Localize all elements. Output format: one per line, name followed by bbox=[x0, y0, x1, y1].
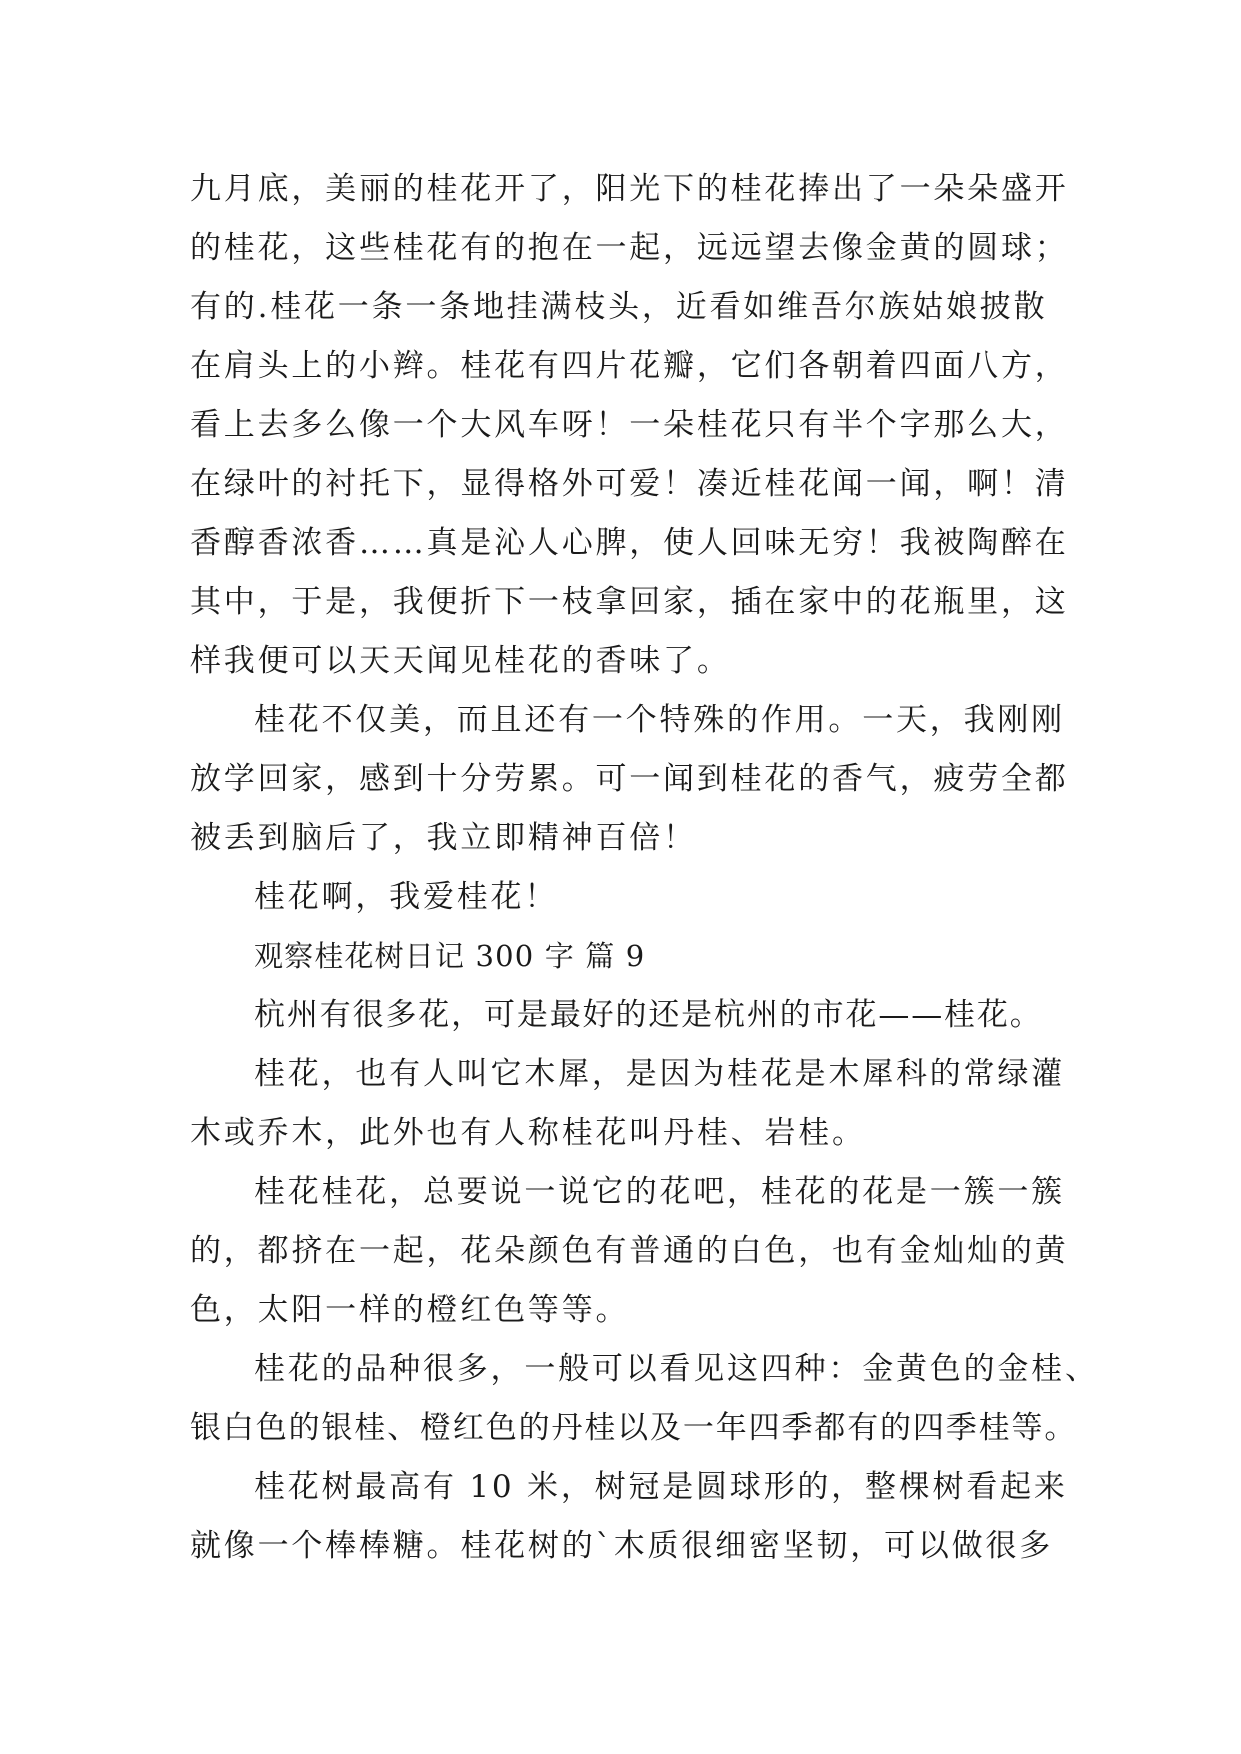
paragraph-line: 桂花啊，我爱桂花！ bbox=[254, 879, 559, 915]
paragraph-line: 的，都挤在一起，花朵颜色有普通的白色，也有金灿灿的黄 bbox=[190, 1233, 1069, 1269]
paragraph-line: 有的.桂花一条一条地挂满枝头，近看如维吾尔族姑娘披散 bbox=[190, 289, 1048, 325]
paragraph-line: 其中，于是，我便折下一枝拿回家，插在家中的花瓶里，这 bbox=[190, 584, 1069, 620]
paragraph-line: 被丢到脑后了，我立即精神百倍！ bbox=[190, 820, 697, 856]
paragraph-line: 银白色的银桂、橙红色的丹桂以及一年四季都有的四季桂等。 bbox=[190, 1410, 1078, 1446]
paragraph-line: 桂花树最高有 10 米，树冠是圆球形的，整棵树看起来 bbox=[254, 1469, 1068, 1505]
paragraph-line: 杭州有很多花，可是最好的还是杭州的市花——桂花。 bbox=[254, 997, 1043, 1033]
paragraph-line: 色，太阳一样的橙红色等等。 bbox=[190, 1292, 630, 1328]
paragraph-line: 看上去多么像一个大风车呀！一朵桂花只有半个字那么大， bbox=[190, 407, 1069, 443]
paragraph-line: 香醇香浓香……真是沁人心脾，使人回味无穷！我被陶醉在 bbox=[190, 525, 1069, 561]
paragraph-line: 木或乔木，此外也有人称桂花叫丹桂、岩桂。 bbox=[190, 1115, 866, 1151]
section-heading: 观察桂花树日记 300 字 篇 9 bbox=[254, 939, 646, 973]
paragraph-line: 桂花不仅美，而且还有一个特殊的作用。一天，我刚刚 bbox=[254, 702, 1065, 738]
paragraph-line: 桂花，也有人叫它木犀，是因为桂花是木犀科的常绿灌 bbox=[254, 1056, 1065, 1092]
paragraph-line: 在绿叶的衬托下，显得格外可爱！凑近桂花闻一闻，啊！清 bbox=[190, 466, 1069, 502]
paragraph-line: 就像一个棒棒糖。桂花树的`木质很细密坚韧，可以做很多 bbox=[190, 1528, 1054, 1564]
paragraph-line: 放学回家，感到十分劳累。可一闻到桂花的香气，疲劳全都 bbox=[190, 761, 1069, 797]
paragraph-line: 在肩头上的小辫。桂花有四片花瓣，它们各朝着四面八方， bbox=[190, 348, 1069, 384]
document-body bbox=[190, 160, 1099, 1576]
paragraph-line: 桂花桂花，总要说一说它的花吧，桂花的花是一簇一簇 bbox=[254, 1174, 1065, 1210]
paragraph-line: 样我便可以天天闻见桂花的香味了。 bbox=[190, 643, 731, 679]
paragraph-line: 的桂花，这些桂花有的抱在一起，远远望去像金黄的圆球； bbox=[190, 230, 1069, 266]
paragraph-line: 桂花的品种很多，一般可以看见这四种：金黄色的金桂、 bbox=[254, 1351, 1099, 1387]
paragraph-line: 九月底，美丽的桂花开了，阳光下的桂花捧出了一朵朵盛开 bbox=[190, 171, 1069, 207]
